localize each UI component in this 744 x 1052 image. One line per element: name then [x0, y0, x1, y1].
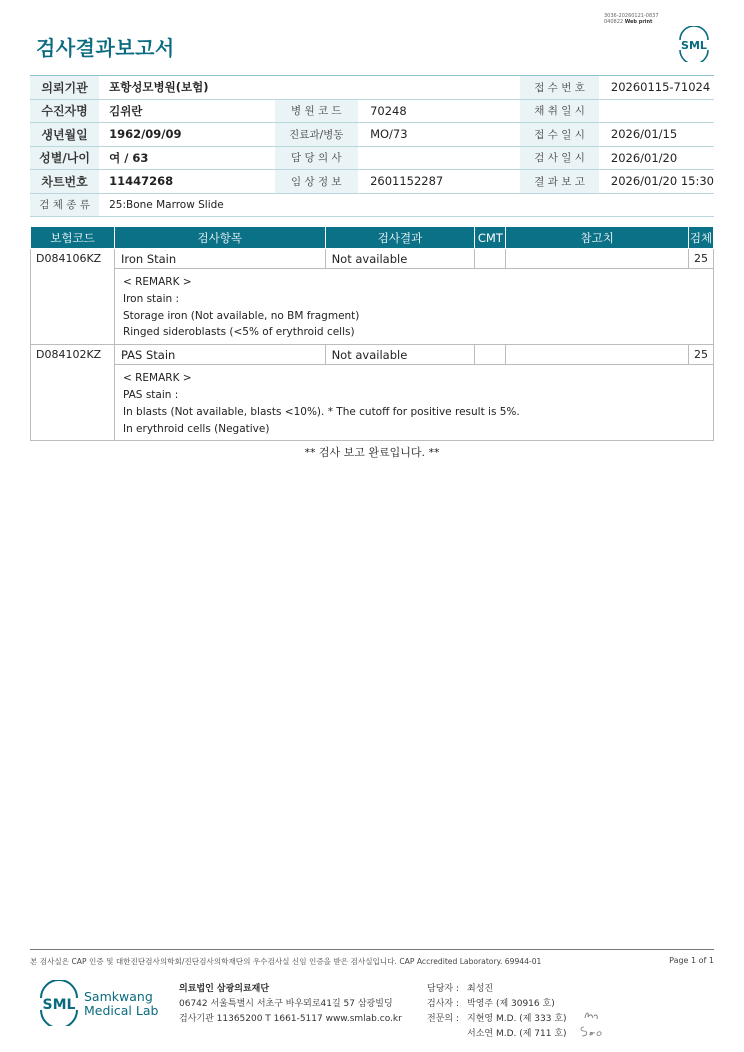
info-label: 검 사 일 시: [520, 146, 599, 170]
table-row: [31, 345, 714, 365]
signature-icon: [582, 1008, 602, 1022]
patient-info-table: [30, 75, 714, 217]
info-label: 접 수 번 호: [520, 76, 599, 100]
remark-row: [31, 269, 714, 345]
column-header-cmt: CMT: [475, 227, 506, 249]
accreditation-note: 본 검사실은 CAP 인증 및 대한진단검사의학회/진단검사의학재단의 우수검사실 신임 인증을 받은 검사실입니다. CAP Accredited Laboratory. 69944-01: [30, 957, 542, 966]
remark-line: In blasts (Not available, blasts <10%). * The cutoff for positive result is 5%.: [122, 405, 520, 418]
sml-logo-icon: [676, 26, 712, 62]
info-value: 1962/09/09: [99, 123, 274, 147]
info-label: 담 당 의 사: [275, 146, 359, 170]
page-title: 검사결과보고서: [36, 36, 175, 60]
staff-role: 전문의 :: [427, 1014, 459, 1024]
info-label: 채 취 일 시: [520, 99, 599, 123]
info-value: 포항성모병원(보험): [99, 76, 520, 100]
staff-name: 최성진: [467, 984, 494, 994]
test-item: Iron Stain: [114, 249, 325, 269]
info-value: 여 / 63: [99, 146, 274, 170]
remark-line: < REMARK >: [122, 276, 192, 288]
info-row: [30, 170, 714, 194]
info-label: 결 과 보 고: [520, 170, 599, 194]
info-label: 의뢰기관: [30, 76, 99, 100]
staff-row: [427, 1027, 567, 1042]
test-reference: [506, 345, 689, 365]
column-header-code: 보험코드: [31, 227, 115, 249]
test-cmt: [475, 345, 506, 365]
table-row: [31, 249, 714, 269]
info-value: 2601152287: [358, 170, 520, 194]
remark-row: [31, 365, 714, 441]
staff-name: 서소연 M.D. (제 711 호): [467, 1029, 567, 1039]
remark-line: Iron stain :: [122, 292, 180, 305]
info-value: 2026/01/15: [599, 123, 714, 147]
column-header-specimen: 검체: [688, 227, 713, 249]
remark-line: Storage iron (Not available, no BM fragment): [122, 309, 360, 322]
info-value: [599, 99, 714, 123]
test-cmt: [475, 249, 506, 269]
print-mode-label: Web print: [624, 19, 653, 25]
info-value: [358, 146, 520, 170]
logo-top-text: SML: [681, 39, 707, 52]
specimen-label: 검 체 종 류: [30, 193, 99, 217]
staff-row: [427, 997, 567, 1012]
results-table: [30, 226, 714, 441]
organization-info: [179, 982, 402, 1027]
info-label: 병 원 코 드: [275, 99, 359, 123]
info-value: 김위란: [99, 99, 274, 123]
column-header-item: 검사항목: [114, 227, 325, 249]
staff-row: [427, 1012, 567, 1027]
staff-name: 지현영 M.D. (제 333 호): [467, 1014, 567, 1024]
info-row-specimen: [30, 193, 714, 217]
brand-line2: Medical Lab: [84, 1003, 159, 1018]
info-row: [30, 76, 714, 100]
info-value: 70248: [358, 99, 520, 123]
test-item: PAS Stain: [114, 345, 325, 365]
info-value: 2026/01/20: [599, 146, 714, 170]
info-value: MO/73: [358, 123, 520, 147]
test-reference: [506, 249, 689, 269]
organization-address: 06742 서울특별시 서초구 바우뫼로41길 57 삼광빌딩: [179, 999, 393, 1009]
info-label: 진료과/병동: [275, 123, 359, 147]
info-value: 2026/01/20 15:30: [599, 170, 714, 194]
report-complete-message: ** 검사 보고 완료입니다. **: [304, 446, 440, 459]
page-number: Page 1 of 1: [669, 956, 714, 965]
remark-line: In erythroid cells (Negative): [122, 422, 270, 435]
results-header-row: [31, 227, 714, 249]
test-result: Not available: [325, 249, 475, 269]
document-code-line2: 040822: [604, 19, 624, 25]
insurance-code: D084106KZ: [31, 249, 115, 345]
logo-bottom-text: SML: [42, 997, 76, 1013]
test-specimen: 25: [688, 345, 713, 365]
specimen-value: 25:Bone Marrow Slide: [99, 193, 714, 217]
info-row: [30, 123, 714, 147]
info-row: [30, 99, 714, 123]
column-header-result: 검사결과: [325, 227, 475, 249]
info-value: 11447268: [99, 170, 274, 194]
remark-line: Ringed sideroblasts (<5% of erythroid cells): [122, 326, 355, 339]
organization-contact: 검사기관 11365200 T 1661-5117 www.smlab.co.kr: [179, 1014, 402, 1024]
organization-name: 의료법인 삼광의료재단: [179, 984, 270, 994]
document-code: [604, 13, 659, 25]
staff-list: [427, 982, 567, 1042]
column-header-reference: 참고치: [506, 227, 689, 249]
signature-icon: [578, 1023, 606, 1039]
remark-block: [114, 269, 713, 345]
staff-role: 담당자 :: [427, 984, 459, 994]
info-label: 성별/나이: [30, 146, 99, 170]
test-result: Not available: [325, 345, 475, 365]
info-label: 차트번호: [30, 170, 99, 194]
staff-role: [427, 1027, 467, 1042]
info-value: 20260115-71024: [599, 76, 714, 100]
brand-line1: Samkwang: [84, 989, 153, 1004]
info-label: 수진자명: [30, 99, 99, 123]
info-label: 생년월일: [30, 123, 99, 147]
insurance-code: D084102KZ: [31, 345, 115, 441]
document-code-line1: 3036-20260121-0837: [604, 13, 659, 19]
remark-line: < REMARK >: [122, 372, 192, 385]
footer-divider: [30, 949, 714, 950]
staff-row: [427, 982, 567, 997]
remark-line: PAS stain :: [122, 388, 179, 401]
staff-role: 검사자 :: [427, 999, 459, 1009]
remark-block: [114, 365, 713, 441]
info-row: [30, 146, 714, 170]
staff-name: 박영주 (제 30916 호): [467, 999, 555, 1009]
sml-logo-icon: [36, 980, 82, 1026]
test-specimen: 25: [688, 249, 713, 269]
brand-name: [84, 990, 158, 1018]
info-label: 접 수 일 시: [520, 123, 599, 147]
info-label: 임 상 정 보: [275, 170, 359, 194]
